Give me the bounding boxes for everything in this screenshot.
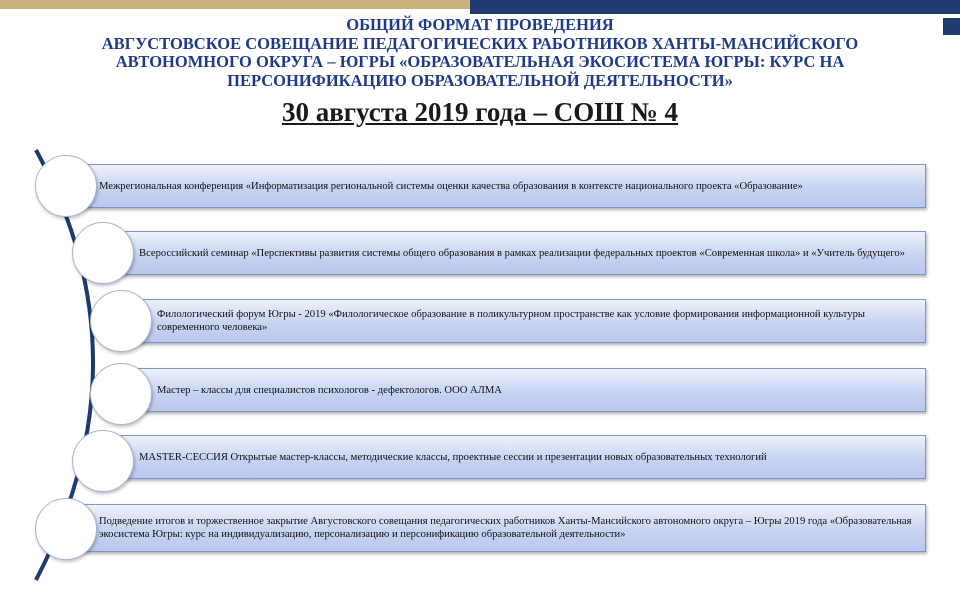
agenda-item-1-circle — [35, 155, 97, 217]
header-line-2: АВГУСТОВСКОЕ СОВЕЩАНИЕ ПЕДАГОГИЧЕСКИХ РАБОТНИКОВ ХАНТЫ-МАНСИЙСКОГО — [101, 33, 859, 53]
agenda-item-5-text: MASTER-СЕССИЯ Открытые мастер-классы, методические классы, проектные сессии и презентации новых образовательных технологий — [139, 451, 767, 463]
agenda-item-4-circle — [90, 363, 152, 425]
agenda-item-3 — [122, 299, 926, 343]
header-line-1: ОБЩИЙ ФОРМАТ ПРОВЕДЕНИЯ — [346, 15, 614, 34]
agenda-item-2 — [104, 231, 926, 275]
agenda-item-2-circle — [72, 222, 134, 284]
agenda-item-2-text: Всероссийский семинар «Перспективы развития системы общего образования в рамках реализации федеральных проектов «Современная школа» и «Учитель будущего» — [139, 247, 905, 259]
event-date-title: 30 августа 2019 года – СОШ № 4 — [281, 97, 679, 128]
agenda-item-3-circle — [90, 290, 152, 352]
agenda-item-5-circle — [72, 430, 134, 492]
agenda-item-3-text: Филологический форум Югры - 2019 «Филологическое образование в поликультурном пространстве как условие формирования информационной культуры современного человека» — [157, 309, 865, 333]
agenda-item-4 — [122, 368, 926, 412]
agenda-item-6-text: Подведение итогов и торжественное закрытие Августовского совещания педагогических работников Ханты-Мансийского автономного округа – Югры 2019 года «Образовательная экосистема Югры: курс на индивидуализацию, персонализацию и персонификацию образовательной деятельности» — [99, 516, 912, 540]
agenda-item-4-text: Мастер – классы для специалистов психологов - дефектологов. ООО АЛМА — [157, 384, 502, 396]
header-line-3: АВТОНОМНОГО ОКРУГА – ЮГРЫ «ОБРАЗОВАТЕЛЬНАЯ ЭКОСИСТЕМА ЮГРЫ: КУРС НА — [115, 52, 845, 72]
agenda-item-5 — [104, 435, 926, 479]
agenda-item-6-circle — [35, 498, 97, 560]
agenda-item-6 — [68, 504, 926, 552]
agenda-item-1-text: Межрегиональная конференция «Информатизация региональной системы оценки качества образования в контексте национального проекта «Образование» — [99, 180, 803, 192]
agenda-item-1 — [68, 164, 926, 208]
header-line-4: ПЕРСОНИФИКАЦИЮ ОБРАЗОВАТЕЛЬНОЙ ДЕЯТЕЛЬНОСТИ» — [227, 70, 733, 90]
